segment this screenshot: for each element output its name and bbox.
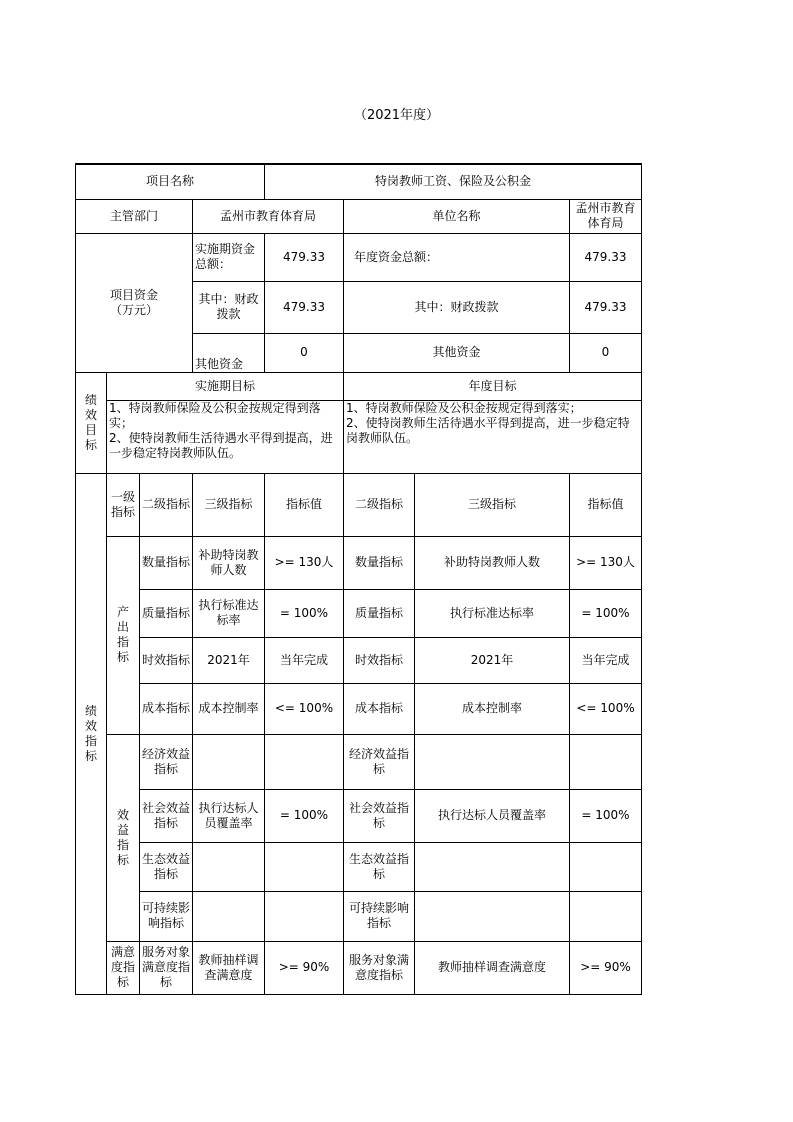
level2-cell: 社会效益指标 xyxy=(140,789,193,842)
level3-cell-right xyxy=(415,734,570,789)
indicators-label: 绩效指标 xyxy=(76,473,107,994)
table-row xyxy=(76,637,642,683)
level3-cell: 执行标准达标率 xyxy=(193,589,265,637)
value-cell-right xyxy=(570,891,642,941)
level3-cell-right: 补助特岗教师人数 xyxy=(415,536,570,589)
annual-other: 0 xyxy=(570,333,642,372)
benefit-label: 效益指标 xyxy=(107,734,140,941)
level2-cell-right: 质量指标 xyxy=(344,589,415,637)
level3-cell xyxy=(193,734,265,789)
level2-header: 二级指标 xyxy=(140,473,193,536)
level3-cell-right: 2021年 xyxy=(415,637,570,683)
annual-goal-text: 1、特岗教师保险及公积金按规定得到落实； 2、使特岗教师生活待遇水平得到提高，进一步稳定特岗教师队伍。 xyxy=(344,400,642,473)
value-cell-right: = 100% xyxy=(570,589,642,637)
satisfaction-label: 满意度指标 xyxy=(107,941,140,994)
level2-cell-right: 生态效益指标 xyxy=(344,842,415,891)
level3-cell xyxy=(193,842,265,891)
value-cell-right: >= 90% xyxy=(570,941,642,994)
annual-other-label: 其他资金 xyxy=(344,333,570,372)
level2-header-right: 二级指标 xyxy=(344,473,415,536)
impl-fiscal-label: 其中：财政拨款 xyxy=(193,281,265,333)
level3-header-right: 三级指标 xyxy=(415,473,570,536)
project-name: 特岗教师工资、保险及公积金 xyxy=(265,164,642,199)
level3-cell: 教师抽样调查满意度 xyxy=(193,941,265,994)
table-row xyxy=(76,789,642,842)
value-cell: >= 90% xyxy=(265,941,344,994)
level2-cell: 服务对象满意度指标 xyxy=(140,941,193,994)
level2-cell-right: 时效指标 xyxy=(344,637,415,683)
level2-cell-right: 可持续影响指标 xyxy=(344,891,415,941)
value-header: 指标值 xyxy=(265,473,344,536)
year-label: （2021年度） xyxy=(353,108,440,123)
project-name-label: 项目名称 xyxy=(76,164,265,199)
level3-cell-right xyxy=(415,891,570,941)
impl-other-label: 其他资金 xyxy=(193,333,265,372)
level3-cell: 补助特岗教师人数 xyxy=(193,536,265,589)
funds-label: 项目资金 （万元） xyxy=(76,233,193,372)
level3-cell: 执行达标人员覆盖率 xyxy=(193,789,265,842)
level3-cell: 成本控制率 xyxy=(193,683,265,734)
table-row xyxy=(76,891,642,941)
level2-cell-right: 服务对象满意度指标 xyxy=(344,941,415,994)
annual-fiscal-label: 其中：财政拨款 xyxy=(344,281,570,333)
value-cell: <= 100% xyxy=(265,683,344,734)
level3-cell xyxy=(193,891,265,941)
table-row xyxy=(76,734,642,789)
table-row xyxy=(76,589,642,637)
value-cell: = 100% xyxy=(265,789,344,842)
table-row xyxy=(76,941,642,994)
value-cell-right xyxy=(570,734,642,789)
level2-cell: 时效指标 xyxy=(140,637,193,683)
level2-cell-right: 社会效益指标 xyxy=(344,789,415,842)
value-cell xyxy=(265,891,344,941)
annual-goal-header: 年度目标 xyxy=(344,372,642,400)
level2-cell: 成本指标 xyxy=(140,683,193,734)
level2-cell-right: 经济效益指标 xyxy=(344,734,415,789)
value-cell: >= 130人 xyxy=(265,536,344,589)
level2-cell: 可持续影响指标 xyxy=(140,891,193,941)
level2-cell-right: 成本指标 xyxy=(344,683,415,734)
table-row xyxy=(76,842,642,891)
impl-goal-header: 实施期目标 xyxy=(107,372,344,400)
value-cell-right: = 100% xyxy=(570,789,642,842)
unit-label: 单位名称 xyxy=(344,199,570,233)
table-row xyxy=(76,536,642,589)
impl-goal-text: 1、特岗教师保险及公积金按规定得到落实； 2、使特岗教师生活待遇水平得到提高，进一步稳定特岗教师队伍。 xyxy=(107,400,344,473)
level1-header: 一级指标 xyxy=(107,473,140,536)
dept: 孟州市教育体育局 xyxy=(193,199,344,233)
output-label: 产出指标 xyxy=(107,536,140,734)
impl-fiscal: 479.33 xyxy=(265,281,344,333)
value-cell xyxy=(265,734,344,789)
table-row xyxy=(76,683,642,734)
level2-cell: 质量指标 xyxy=(140,589,193,637)
annual-fiscal: 479.33 xyxy=(570,281,642,333)
value-cell: = 100% xyxy=(265,589,344,637)
value-cell-right: >= 130人 xyxy=(570,536,642,589)
impl-total: 479.33 xyxy=(265,233,344,281)
level3-header: 三级指标 xyxy=(193,473,265,536)
level3-cell-right: 执行标准达标率 xyxy=(415,589,570,637)
value-cell-right: 当年完成 xyxy=(570,637,642,683)
value-cell xyxy=(265,842,344,891)
goals-label: 绩效目标 xyxy=(76,372,107,473)
level2-cell: 数量指标 xyxy=(140,536,193,589)
level2-cell: 经济效益指标 xyxy=(140,734,193,789)
dept-label: 主管部门 xyxy=(76,199,193,233)
impl-other: 0 xyxy=(265,333,344,372)
unit: 孟州市教育体育局 xyxy=(570,199,642,233)
annual-total: 479.33 xyxy=(570,233,642,281)
value-cell: 当年完成 xyxy=(265,637,344,683)
level3-cell: 2021年 xyxy=(193,637,265,683)
level3-cell-right: 教师抽样调查满意度 xyxy=(415,941,570,994)
value-cell-right xyxy=(570,842,642,891)
level2-cell-right: 数量指标 xyxy=(344,536,415,589)
value-header-right: 指标值 xyxy=(570,473,642,536)
performance-table xyxy=(75,163,642,995)
annual-total-label: 年度资金总额： xyxy=(344,233,570,281)
level3-cell-right xyxy=(415,842,570,891)
impl-total-label: 实施期资金总额： xyxy=(193,233,265,281)
level2-cell: 生态效益指标 xyxy=(140,842,193,891)
level3-cell-right: 成本控制率 xyxy=(415,683,570,734)
level3-cell-right: 执行达标人员覆盖率 xyxy=(415,789,570,842)
value-cell-right: <= 100% xyxy=(570,683,642,734)
